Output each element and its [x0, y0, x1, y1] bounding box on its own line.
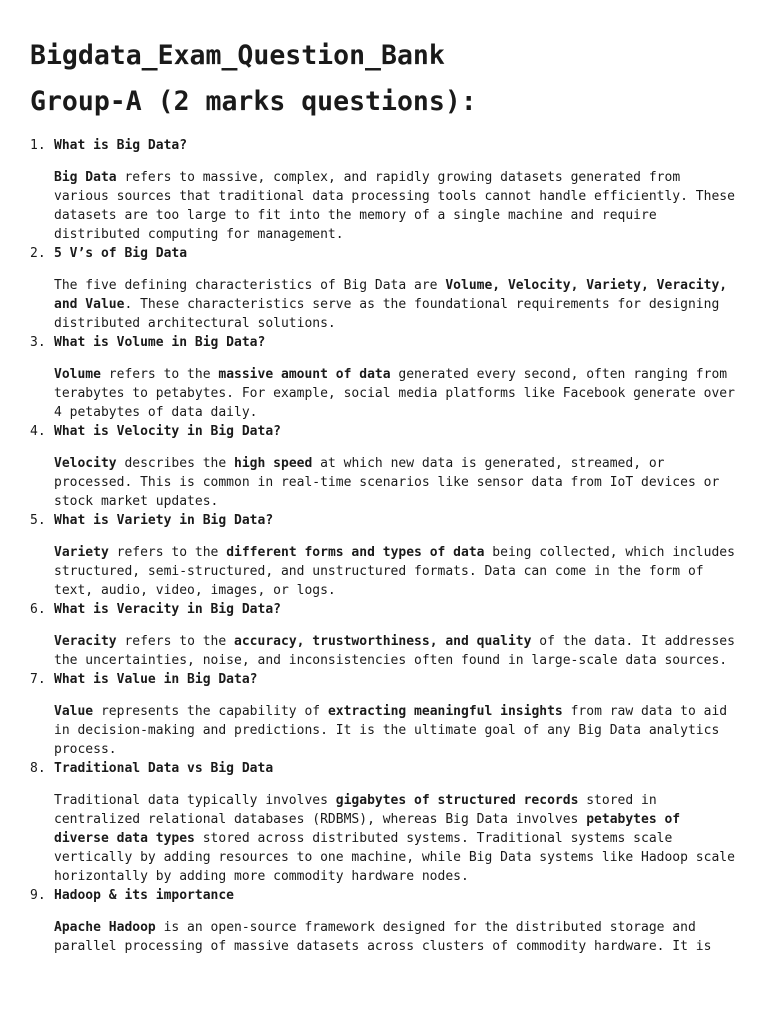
answer-text-segment: refers to the: [116, 634, 235, 649]
question-number: 4.: [30, 424, 46, 439]
answer-text-segment: from raw data to aid in decision-making and predictions. It is the ultimate goal of any Big Data analytics process.: [54, 704, 728, 757]
answer-bold-text: gigabytes of structured records: [335, 793, 579, 808]
answer-bold-text: Velocity: [54, 456, 117, 471]
question-item: [30, 886, 738, 956]
answer-bold-text: Volume, Velocity, Variety, Veracity, and Value: [54, 278, 728, 312]
answer-text: [54, 702, 738, 759]
answer-bold-text: petabytes of diverse data types: [54, 812, 681, 846]
question-number: 7.: [30, 672, 46, 687]
answer-text-segment: refers to the: [108, 545, 227, 560]
answer-text-segment: refers to the: [100, 367, 219, 382]
question-item: [30, 511, 738, 600]
answer-text-segment: generated every second, often ranging from terabytes to petabytes. For example, social media platforms like Facebook generate over 4 petabytes of data daily.: [54, 367, 735, 420]
answer-text: [54, 276, 738, 333]
question-title: 5 V’s of Big Data: [54, 246, 188, 261]
question-item: [30, 759, 738, 886]
question-number: 5.: [30, 513, 46, 528]
answer-text: [54, 454, 738, 511]
answer-text: [54, 365, 738, 422]
question-title: Traditional Data vs Big Data: [54, 761, 274, 776]
answer-bold-text: extracting meaningful insights: [327, 704, 563, 719]
question-item: [30, 333, 738, 422]
answer-text: [54, 918, 738, 956]
question-title: What is Big Data?: [54, 138, 188, 153]
question-number: 9.: [30, 888, 46, 903]
document-title: Bigdata_Exam_Question_Bank: [30, 40, 445, 71]
section-heading: Group-A (2 marks questions):: [30, 86, 477, 117]
question-title: What is Volume in Big Data?: [54, 335, 266, 350]
answer-text-segment: at which new data is generated, streamed, or processed. This is common in real-time scenarios like sensor data from IoT devices or stock market updates.: [54, 456, 720, 509]
question-list: [30, 136, 738, 956]
question-item: [30, 136, 738, 244]
answer-text-segment: . These characteristics serve as the foundational requirements for designing distributed architectural solutions.: [54, 297, 720, 331]
answer-bold-text: Veracity: [54, 634, 117, 649]
answer-text-segment: The five defining characteristics of Big Data are: [54, 278, 446, 293]
answer-text-segment: being collected, which includes structured, semi-structured, and unstructured formats. Data can come in the form of text, audio, video, images, or logs.: [54, 545, 735, 598]
answer-text: [54, 632, 738, 670]
question-number: 1.: [30, 138, 46, 153]
answer-bold-text: Volume: [54, 367, 101, 382]
question-item: [30, 422, 738, 511]
answer-text-segment: represents the capability of: [93, 704, 328, 719]
question-number: 2.: [30, 246, 46, 261]
answer-bold-text: different forms and types of data: [226, 545, 485, 560]
answer-text-segment: refers to massive, complex, and rapidly growing datasets generated from various sources that traditional data processing tools cannot handle efficiently. These datasets are too large to fit into the memory of a single machine and require distributed computing for management.: [54, 170, 735, 242]
answer-bold-text: accuracy, trustworthiness, and quality: [234, 634, 532, 649]
question-item: [30, 244, 738, 333]
answer-bold-text: Big Data: [54, 170, 117, 185]
answer-bold-text: Apache Hadoop: [54, 920, 156, 935]
answer-text-segment: stored in centralized relational databases (RDBMS), whereas Big Data involves: [54, 793, 657, 827]
answer-text: [54, 168, 738, 244]
answer-text: [54, 791, 738, 886]
question-title: What is Variety in Big Data?: [54, 513, 274, 528]
answer-bold-text: Variety: [54, 545, 109, 560]
answer-text-segment: of the data. It addresses the uncertainties, noise, and inconsistencies often found in large-scale data sources.: [54, 634, 735, 668]
question-title: Hadoop & its importance: [54, 888, 235, 903]
answer-bold-text: high speed: [234, 456, 313, 471]
answer-text: [54, 543, 738, 600]
answer-text-segment: describes the: [116, 456, 235, 471]
answer-bold-text: massive amount of data: [218, 367, 391, 382]
question-item: [30, 600, 738, 670]
answer-text-segment: Traditional data typically involves: [54, 793, 336, 808]
question-item: [30, 670, 738, 759]
question-number: 8.: [30, 761, 46, 776]
question-title: What is Value in Big Data?: [54, 672, 258, 687]
question-title: What is Velocity in Big Data?: [54, 424, 281, 439]
answer-text-segment: stored across distributed systems. Traditional systems scale vertically by adding resources to one machine, while Big Data systems like Hadoop scale horizontally by adding more commodity hardware nodes.: [54, 831, 735, 884]
question-number: 3.: [30, 335, 46, 350]
question-title: What is Veracity in Big Data?: [54, 602, 281, 617]
answer-text-segment: is an open-source framework designed for the distributed storage and parallel processing of massive datasets across clusters of commodity hardware. It is: [54, 920, 712, 954]
question-number: 6.: [30, 602, 46, 617]
answer-bold-text: Value: [54, 704, 94, 719]
